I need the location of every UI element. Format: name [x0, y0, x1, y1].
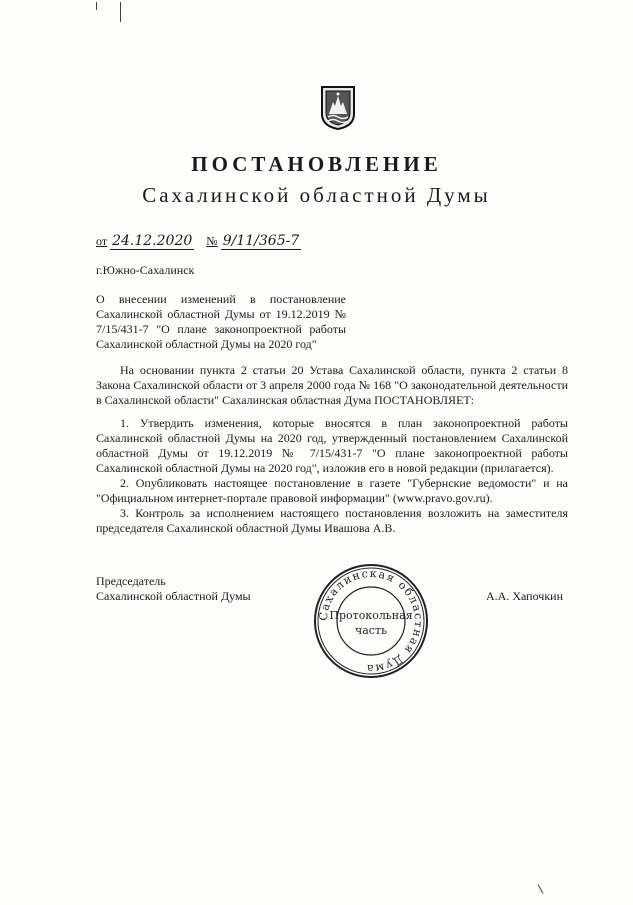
- document-date: 24.12.2020: [112, 233, 193, 249]
- scan-mark: [538, 884, 544, 893]
- coat-of-arms-icon: [316, 84, 360, 130]
- document-city: г.Южно-Сахалинск: [96, 263, 195, 277]
- date-prefix: от: [96, 234, 108, 248]
- signer-position: [96, 574, 251, 604]
- seal-stamp: [312, 562, 430, 680]
- preamble: На основании пункта 2 статьи 20 Устава Сахалинской области, пункта 2 статьи 8 Закона Сахалинской области от 3 апреля 2000 года № 168 "О законодательной деятельности в Сахалинской области" Сахалинская областная Дума ПОСТАНОВЛЯЕТ:: [96, 363, 568, 407]
- document-title: ПОСТАНОВЛЕНИЕ: [191, 152, 442, 176]
- scan-mark: [96, 2, 97, 10]
- document-number: 9/11/365-7: [222, 233, 300, 249]
- signer-name: А.А. Хапочкин: [486, 589, 563, 603]
- resolution-item: 2. Опубликовать настоящее постановление в газете "Губернские ведомости" и на "Официальном интернет-портале правовой информации" (www.pravo.gov.ru).: [96, 476, 568, 505]
- signer-position-line: Сахалинской областной Думы: [96, 589, 251, 603]
- number-prefix: №: [206, 234, 218, 248]
- registration-line: [96, 233, 301, 249]
- seal-center-line: Протокольная: [329, 609, 413, 622]
- scan-mark: [120, 2, 121, 22]
- seal-ring-text: Сахалинская областная Дума: [316, 566, 426, 676]
- signer-position-line: Председатель: [96, 574, 166, 588]
- document-about: О внесении изменений в постановление Сахалинской областной Думы от 19.12.2019 № 7/15/431-7 "О плане законопроектной работы Сахалинской областной Думы на 2020 год": [96, 292, 346, 351]
- resolution-item: 3. Контроль за исполнением настоящего постановления возложить на заместителя председателя Сахалинской областной Думы Ивашова А.В.: [96, 506, 568, 535]
- document-subtitle: Сахалинской областной Думы: [142, 183, 491, 207]
- resolution-item: 1. Утвердить изменения, которые вносятся в план законопроектной работы Сахалинской областной Думы на 2020 год, утвержденный постановлением Сахалинской областной Думы от 19.12.2019 № 7/15/431-7 "О плане законопроектной работы Сахалинской областной Думы на 2020 год", изложив его в новой редакции (прилагается).: [96, 416, 568, 475]
- seal-center-line: часть: [354, 624, 388, 637]
- document-body: [96, 363, 568, 536]
